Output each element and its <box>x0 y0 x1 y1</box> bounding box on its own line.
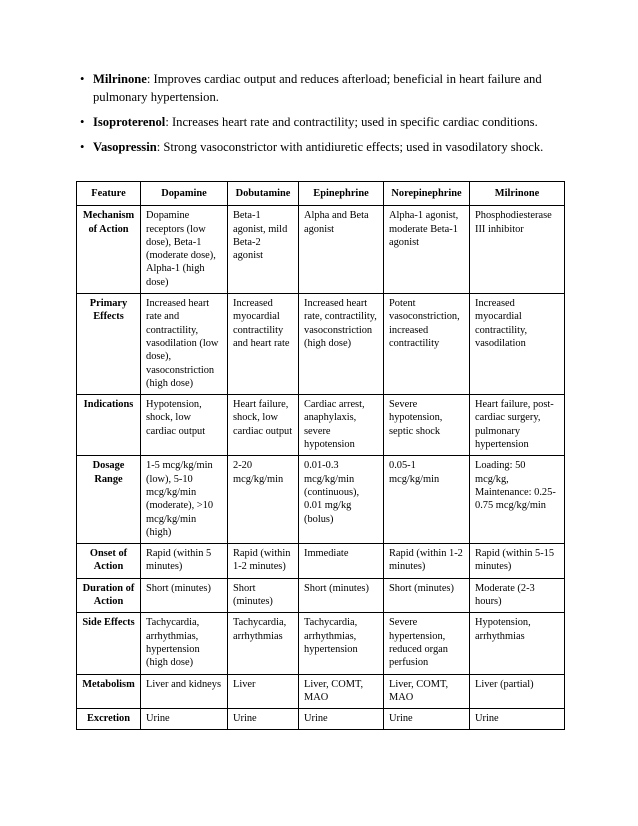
bullet-dot-icon: • <box>80 140 85 154</box>
row-header: Indications <box>77 395 141 456</box>
table-cell: 1-5 mcg/kg/min (low), 5-10 mcg/kg/min (moderate), >10 mcg/kg/min (high) <box>141 456 228 544</box>
table-cell: Liver (partial) <box>470 674 565 709</box>
column-header: Dopamine <box>141 182 228 206</box>
table-cell: Short (minutes) <box>299 578 384 613</box>
table-cell: Severe hypertension, reduced organ perfusion <box>384 613 470 674</box>
table-row <box>77 613 565 674</box>
table-cell: Cardiac arrest, anaphylaxis, severe hypotension <box>299 395 384 456</box>
row-header: Dosage Range <box>77 456 141 544</box>
table-cell: Increased myocardial contractility and heart rate <box>228 294 299 395</box>
table-cell: Tachycardia, arrhythmias, hypertension <box>299 613 384 674</box>
row-header: Duration of Action <box>77 578 141 613</box>
table-cell: Hypotension, shock, low cardiac output <box>141 395 228 456</box>
bullet-text: : Strong vasoconstrictor with antidiuretic effects; used in vasodilatory shock. <box>156 140 544 154</box>
table-cell: Short (minutes) <box>228 578 299 613</box>
table-cell: Urine <box>228 709 299 730</box>
table-cell: Rapid (within 1-2 minutes) <box>228 544 299 579</box>
table-cell: Tachycardia, arrhythmias <box>228 613 299 674</box>
row-header: Primary Effects <box>77 294 141 395</box>
column-header: Norepinephrine <box>384 182 470 206</box>
table-cell: Short (minutes) <box>141 578 228 613</box>
table-cell: Dopamine receptors (low dose), Beta-1 (moderate dose), Alpha-1 (high dose) <box>141 206 228 294</box>
table-cell: Urine <box>299 709 384 730</box>
table-cell: Increased heart rate, contractility, vasoconstriction (high dose) <box>299 294 384 395</box>
row-header: Excretion <box>77 709 141 730</box>
table-cell: Heart failure, post-cardiac surgery, pulmonary hypertension <box>470 395 565 456</box>
table-row <box>77 709 565 730</box>
table-row <box>77 456 565 544</box>
bullet-term: Milrinone <box>93 72 147 86</box>
table-row <box>77 578 565 613</box>
table-cell: Alpha and Beta agonist <box>299 206 384 294</box>
drug-bullet-list <box>80 70 573 163</box>
table-cell: Liver, COMT, MAO <box>299 674 384 709</box>
table-cell: Loading: 50 mcg/kg, Maintenance: 0.25-0.75 mcg/kg/min <box>470 456 565 544</box>
bullet-text: : Increases heart rate and contractility; used in specific cardiac conditions. <box>165 115 538 129</box>
bullet-item <box>80 138 573 156</box>
table-cell: Rapid (within 5 minutes) <box>141 544 228 579</box>
bullet-dot-icon: • <box>80 72 85 86</box>
column-header: Dobutamine <box>228 182 299 206</box>
table-cell: Tachycardia, arrhythmias, hypertension (high dose) <box>141 613 228 674</box>
table-cell: Liver <box>228 674 299 709</box>
table-cell: Potent vasoconstriction, increased contractility <box>384 294 470 395</box>
table-cell: Short (minutes) <box>384 578 470 613</box>
drug-comparison-table <box>76 181 565 730</box>
table-row <box>77 674 565 709</box>
table-cell: Increased heart rate and contractility, vasodilation (low dose), vasoconstriction (high dose) <box>141 294 228 395</box>
table-cell: Alpha-1 agonist, moderate Beta-1 agonist <box>384 206 470 294</box>
bullet-dot-icon: • <box>80 115 85 129</box>
bullet-text: : Improves cardiac output and reduces afterload; beneficial in heart failure and pulmonary hypertension. <box>93 72 542 104</box>
table-cell: 0.05-1 mcg/kg/min <box>384 456 470 544</box>
table-cell: Urine <box>141 709 228 730</box>
table-row <box>77 395 565 456</box>
table-cell: Liver, COMT, MAO <box>384 674 470 709</box>
table-cell: Beta-1 agonist, mild Beta-2 agonist <box>228 206 299 294</box>
table-cell: 0.01-0.3 mcg/kg/min (continuous), 0.01 mg/kg (bolus) <box>299 456 384 544</box>
column-header: Feature <box>77 182 141 206</box>
table-cell: Urine <box>470 709 565 730</box>
table-cell: Rapid (within 5-15 minutes) <box>470 544 565 579</box>
table-row <box>77 294 565 395</box>
table-cell: Severe hypotension, septic shock <box>384 395 470 456</box>
bullet-term: Isoproterenol <box>93 115 166 129</box>
table-cell: Phosphodiesterase III inhibitor <box>470 206 565 294</box>
table-cell: Hypotension, arrhythmias <box>470 613 565 674</box>
table-header-row <box>77 182 565 206</box>
bullet-item <box>80 70 573 106</box>
table-cell: Immediate <box>299 544 384 579</box>
table-cell: 2-20 mcg/kg/min <box>228 456 299 544</box>
row-header: Mechanism of Action <box>77 206 141 294</box>
table-cell: Moderate (2-3 hours) <box>470 578 565 613</box>
table-cell: Heart failure, shock, low cardiac output <box>228 395 299 456</box>
bullet-term: Vasopressin <box>93 140 157 154</box>
table-cell: Increased myocardial contractility, vasodilation <box>470 294 565 395</box>
table-row <box>77 544 565 579</box>
table-cell: Urine <box>384 709 470 730</box>
table-cell: Rapid (within 1-2 minutes) <box>384 544 470 579</box>
table-row <box>77 206 565 294</box>
bullet-item <box>80 113 573 131</box>
row-header: Metabolism <box>77 674 141 709</box>
column-header: Milrinone <box>470 182 565 206</box>
table-cell: Liver and kidneys <box>141 674 228 709</box>
column-header: Epinephrine <box>299 182 384 206</box>
row-header: Onset of Action <box>77 544 141 579</box>
row-header: Side Effects <box>77 613 141 674</box>
